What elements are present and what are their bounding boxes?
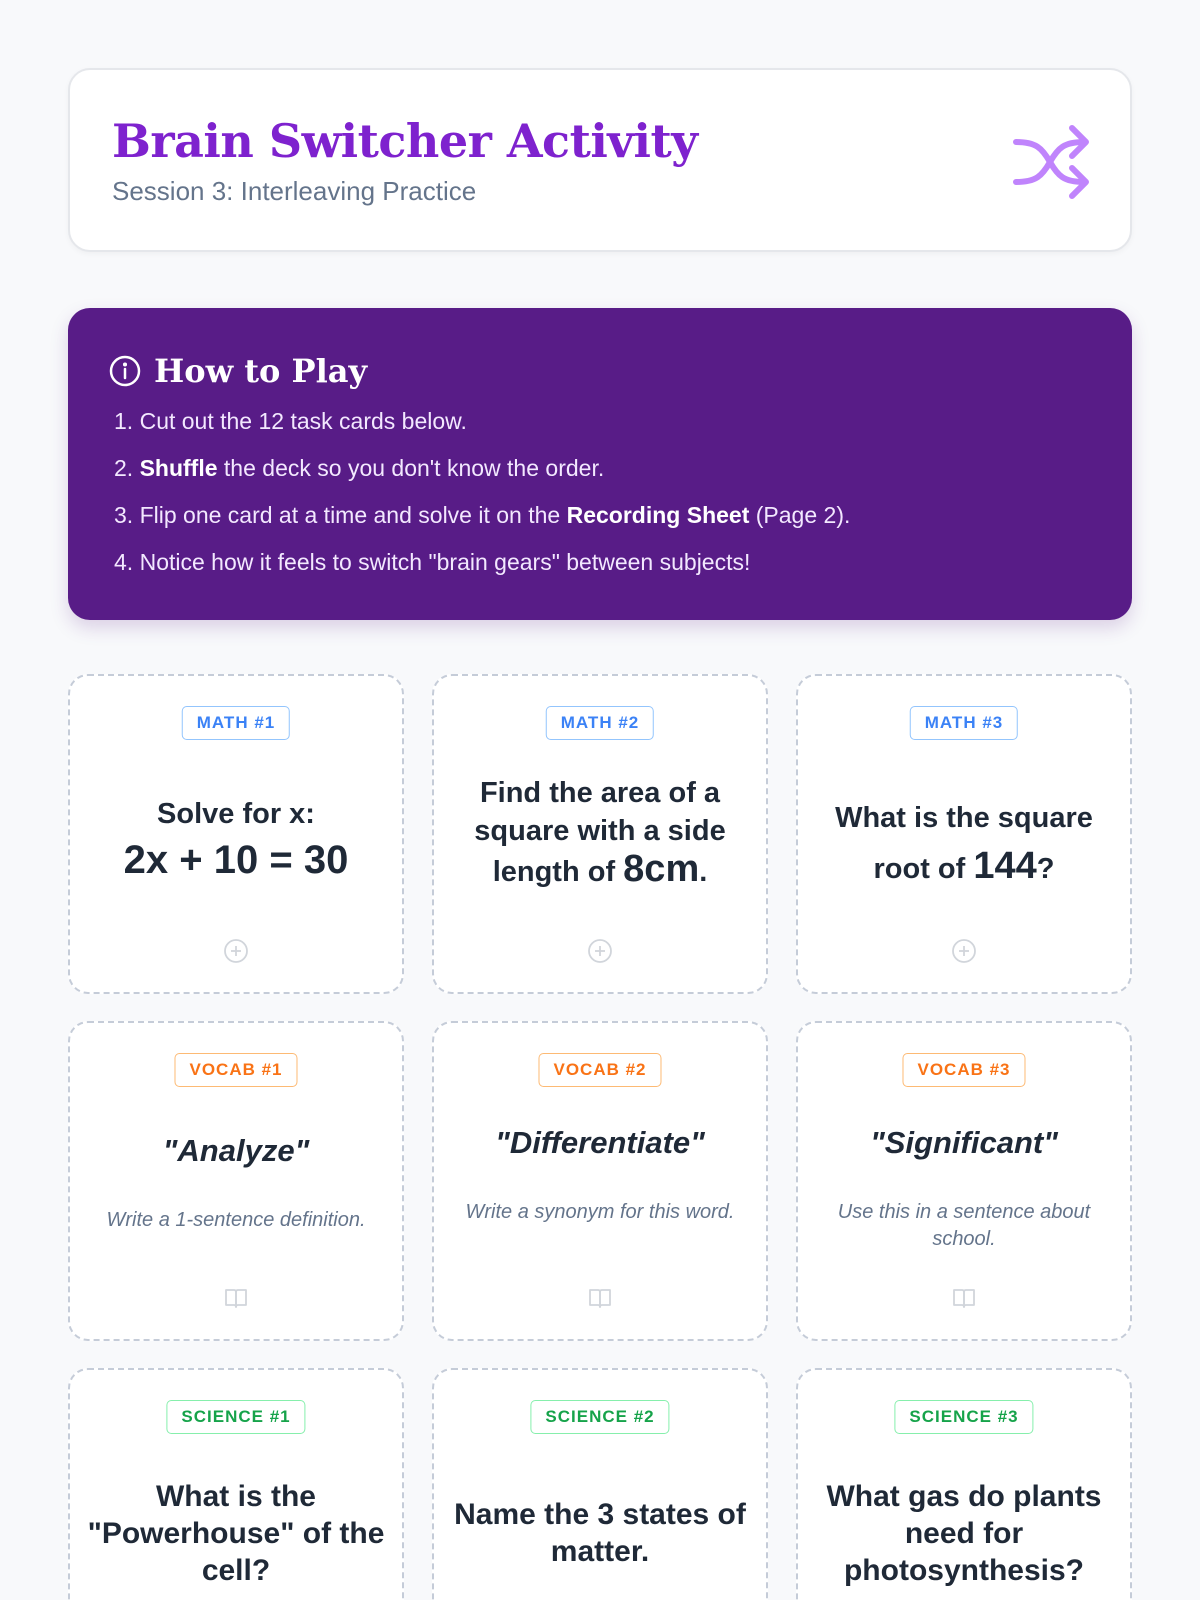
instructions-title: How to Play bbox=[154, 352, 368, 390]
card-badge: MATH #3 bbox=[910, 706, 1018, 740]
info-icon bbox=[108, 354, 142, 388]
card-question: Solve for x: 2x + 10 = 30 bbox=[123, 798, 349, 882]
header-card bbox=[68, 68, 1132, 252]
task-card-math-3[interactable] bbox=[796, 674, 1132, 994]
page-title: Brain Switcher Activity bbox=[112, 114, 698, 168]
task-card-science-3[interactable] bbox=[796, 1368, 1132, 1600]
vocab-word: "Significant" bbox=[870, 1125, 1058, 1160]
card-question: Name the 3 states of matter. bbox=[454, 1498, 746, 1568]
card-question: Find the area of a square with a side length of 8cm. bbox=[474, 777, 726, 890]
task-card-vocab-1[interactable] bbox=[68, 1021, 404, 1341]
shuffle-icon bbox=[1010, 122, 1090, 202]
card-badge: SCIENCE #2 bbox=[530, 1400, 669, 1434]
plus-circle-icon bbox=[951, 938, 977, 964]
card-badge: VOCAB #1 bbox=[174, 1053, 297, 1087]
instructions-header bbox=[108, 352, 367, 390]
plus-circle-icon bbox=[223, 938, 249, 964]
task-card-math-2[interactable] bbox=[432, 674, 768, 994]
book-icon bbox=[587, 1285, 613, 1311]
task-card-vocab-2[interactable] bbox=[432, 1021, 768, 1341]
task-card-science-1[interactable] bbox=[68, 1368, 404, 1600]
book-icon bbox=[951, 1285, 977, 1311]
instruction-step: 4. Notice how it feels to switch "brain gears" between subjects! bbox=[114, 549, 751, 575]
instruction-step: 3. Flip one card at a time and solve it on the Recording Sheet (Page 2). bbox=[114, 502, 851, 528]
vocab-word: "Differentiate" bbox=[495, 1125, 705, 1160]
vocab-hint: Write a synonym for this word. bbox=[465, 1201, 735, 1223]
card-question: What is the "Powerhouse" of the cell? bbox=[87, 1480, 385, 1587]
card-badge: VOCAB #3 bbox=[902, 1053, 1025, 1087]
card-badge: SCIENCE #3 bbox=[894, 1400, 1033, 1434]
vocab-hint: Write a 1-sentence definition. bbox=[106, 1209, 366, 1231]
card-question: What is the square root of 144? bbox=[835, 802, 1093, 887]
vocab-hint: Use this in a sentence about school. bbox=[837, 1201, 1091, 1250]
instructions-list bbox=[114, 410, 850, 598]
task-card-science-2[interactable] bbox=[432, 1368, 768, 1600]
plus-circle-icon bbox=[587, 938, 613, 964]
card-badge: MATH #2 bbox=[546, 706, 654, 740]
card-badge: VOCAB #2 bbox=[538, 1053, 661, 1087]
instruction-step: 2. Shuffle the deck so you don't know the order. bbox=[114, 455, 605, 481]
instruction-step: 1. Cut out the 12 task cards below. bbox=[114, 408, 467, 434]
page-subtitle: Session 3: Interleaving Practice bbox=[112, 176, 477, 206]
instructions-panel bbox=[68, 308, 1132, 620]
card-badge: SCIENCE #1 bbox=[166, 1400, 305, 1434]
book-icon bbox=[223, 1285, 249, 1311]
card-question: What gas do plants need for photosynthesis? bbox=[826, 1480, 1102, 1587]
vocab-word: "Analyze" bbox=[162, 1133, 310, 1168]
task-card-math-1[interactable] bbox=[68, 674, 404, 994]
task-card-vocab-3[interactable] bbox=[796, 1021, 1132, 1341]
card-badge: MATH #1 bbox=[182, 706, 290, 740]
